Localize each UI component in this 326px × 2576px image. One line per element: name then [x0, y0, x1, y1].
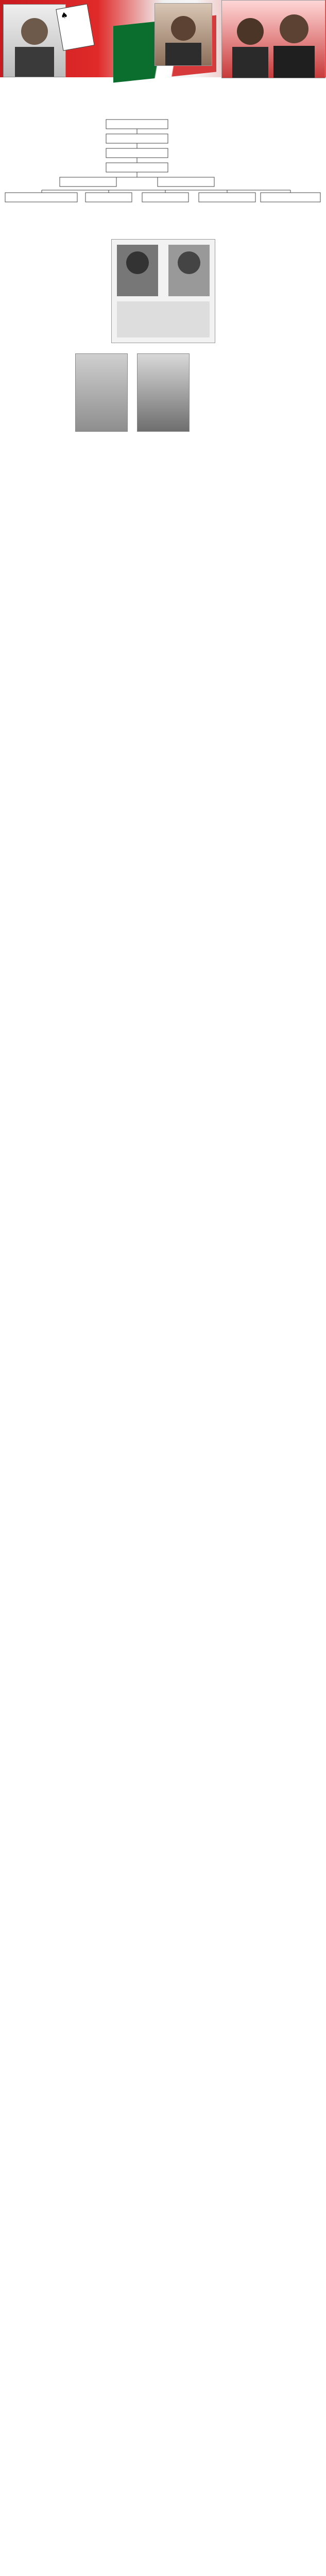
- portrait-placeholder-icon: [155, 4, 212, 65]
- article-body: [3, 110, 323, 446]
- portrait-placeholder-icon: [4, 5, 65, 77]
- playing-card-icon: ♠: [56, 4, 94, 51]
- mugshot-poster: [111, 239, 215, 343]
- portrait-photo-center: [155, 3, 212, 66]
- family-photo-left: [75, 353, 128, 432]
- group-portrait-icon: [222, 1, 325, 78]
- photo-row: [3, 353, 323, 436]
- header-banner: [0, 0, 326, 109]
- headline-text: [15, 77, 314, 106]
- org-chart-svg: [3, 115, 323, 229]
- organization-chart: [3, 115, 323, 229]
- family-photo-right: [137, 353, 190, 432]
- portrait-photo-right: [221, 0, 325, 78]
- mugshot-icon: [112, 240, 215, 343]
